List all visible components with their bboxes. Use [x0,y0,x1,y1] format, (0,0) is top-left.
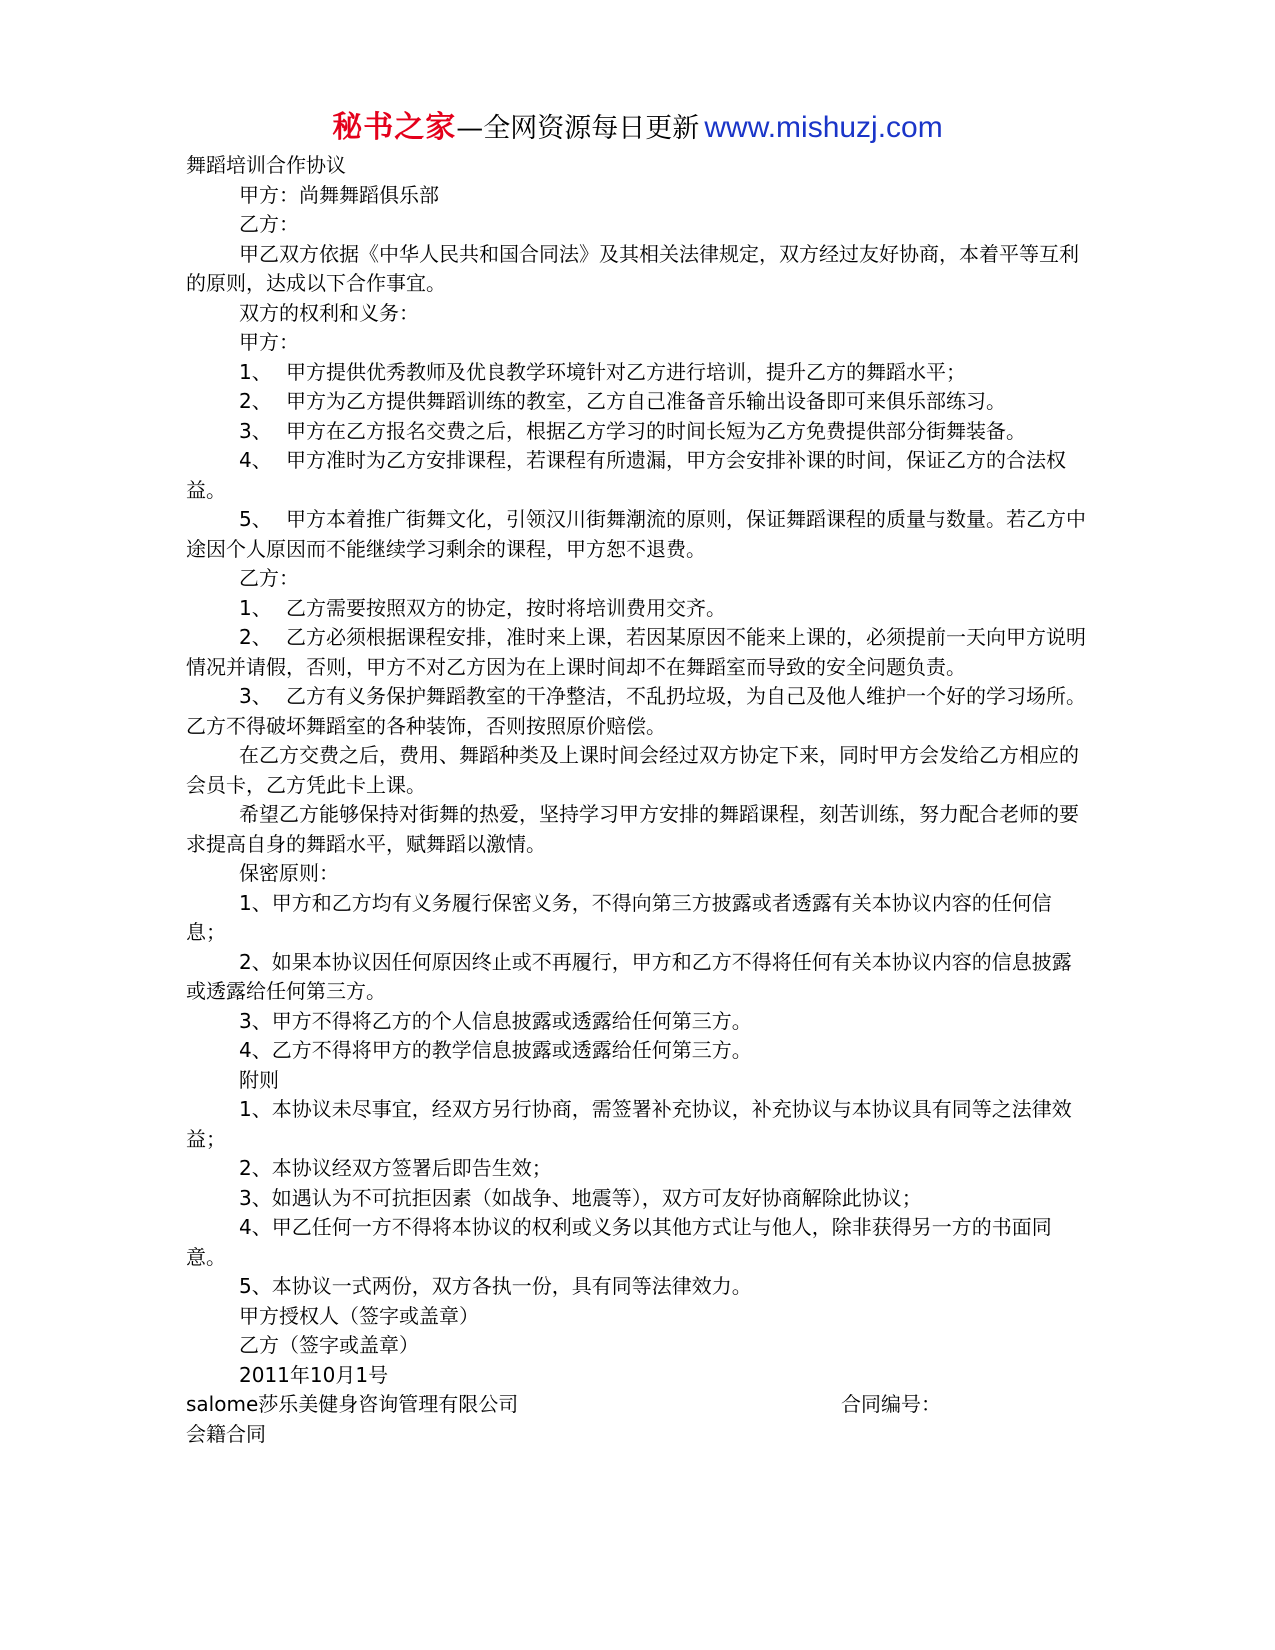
annex-heading: 附则 [239,1067,279,1092]
party-a-item [186,505,1086,564]
rights-heading: 双方的权利和义务： [239,300,419,325]
party-b-line: 乙方： [239,212,299,236]
confidentiality-item: 4、乙方不得将甲方的教学信息披露或透露给任何第三方。 [239,1038,752,1062]
confidentiality-item: 3、甲方不得将乙方的个人信息披露或透露给任何第三方。 [239,1008,752,1033]
item-text: 甲方提供优秀教师及优良教学环境针对乙方进行培训，提升乙方的舞蹈水平； [286,359,966,384]
item-text: 乙方需要按照双方的协定，按时将培训费用交齐。 [286,595,726,620]
item-number: 3、 [239,684,272,708]
item-number: 1、 [239,595,272,620]
item-number: 1、 [239,359,272,384]
item-text: 乙方必须根据课程安排，准时来上课，若因某原因不能来上课的，必须提前一天向甲方说明情况并请假，否则，甲方不对乙方因为在上课时间却不在舞蹈室而导致的安全问题负责。 [186,625,1086,679]
item-text: 甲方为乙方提供舞蹈训练的教室，乙方自己准备音乐输出设备即可来俱乐部练习。 [286,389,1006,413]
annex-item: 5、本协议一式两份，双方各执一份，具有同等法律效力。 [239,1274,752,1298]
party-a-item [186,417,1086,447]
item-text: 甲方准时为乙方安排课程，若课程有所遗漏，甲方会安排补课的时间，保证乙方的合法权益。 [186,448,1066,502]
item-number: 4、 [239,448,272,472]
confidentiality-item: 1、甲方和乙方均有义务履行保密义务，不得向第三方披露或者透露有关本协议内容的任何信息； [186,890,1052,944]
company-line [186,1390,1086,1420]
party-b-heading: 乙方： [239,566,299,590]
item-number: 2、 [239,625,272,649]
signature-party-b: 乙方（签字或盖章） [239,1333,419,1357]
party-b-item [186,623,1086,682]
item-text: 乙方有义务保护舞蹈教室的干净整洁，不乱扔垃圾，为自己及他人维护一个好的学习场所。乙方不得破坏舞蹈室的各种装饰，否则按照原价赔偿。 [186,684,1086,738]
party-b-item [186,682,1086,741]
party-a-heading: 甲方： [239,330,299,354]
site-tagline: —全网资源每日更新 [456,113,700,144]
item-number: 5、 [239,507,272,531]
annex-item: 1、本协议未尽事宜，经双方另行协商，需签署补充协议，补充协议与本协议具有同等之法律效益； [186,1097,1072,1151]
intro-paragraph: 甲乙双方依据《中华人民共和国合同法》及其相关法律规定，双方经过友好协商，本着平等互利的原则，达成以下合作事宜。 [186,241,1079,295]
party-b-item [186,594,1086,624]
footer-title: 会籍合同 [186,1421,266,1446]
company-name: salome莎乐美健身咨询管理有限公司 [186,1392,519,1416]
contract-number-label: 合同编号： [841,1392,941,1416]
confidentiality-heading: 保密原则： [239,861,339,885]
confidentiality-item: 2、如果本协议因任何原因终止或不再履行，甲方和乙方不得将任何有关本协议内容的信息披露或透露给任何第三方。 [186,949,1072,1003]
signature-party-a: 甲方授权人（签字或盖章） [239,1303,479,1328]
party-a-line: 甲方：尚舞舞蹈俱乐部 [239,182,439,207]
party-a-item [186,446,1086,505]
item-number: 2、 [239,389,272,413]
site-url-link[interactable]: www.mishuzj.com [704,111,943,144]
document-title: 舞蹈培训合作协议 [186,153,346,177]
party-a-item [186,387,1086,417]
site-header [0,102,1275,146]
signature-date: 2011年10月1号 [239,1362,389,1387]
item-text: 甲方在乙方报名交费之后，根据乙方学习的时间长短为乙方免费提供部分街舞装备。 [286,418,1026,443]
fee-paragraph: 在乙方交费之后，费用、舞蹈种类及上课时间会经过双方协定下来，同时甲方会发给乙方相应的会员卡，乙方凭此卡上课。 [186,743,1079,797]
annex-item: 4、甲乙任何一方不得将本协议的权利或义务以其他方式让与他人，除非获得另一方的书面同意。 [186,1215,1052,1269]
item-text: 甲方本着推广街舞文化，引领汉川街舞潮流的原则，保证舞蹈课程的质量与数量。若乙方中途因个人原因而不能继续学习剩余的课程，甲方恕不退费。 [186,507,1086,561]
item-number: 3、 [239,418,272,443]
agreement-document [186,151,1086,1449]
annex-item: 2、本协议经双方签署后即告生效； [239,1156,552,1180]
site-brand: 秘书之家 [332,110,457,145]
annex-item: 3、如遇认为不可抗拒因素（如战争、地震等），双方可友好协商解除此协议； [239,1185,922,1210]
party-a-item [186,358,1086,388]
hope-paragraph: 希望乙方能够保持对街舞的热爱，坚持学习甲方安排的舞蹈课程，刻苦训练，努力配合老师的要求提高自身的舞蹈水平，赋舞蹈以激情。 [186,802,1079,856]
